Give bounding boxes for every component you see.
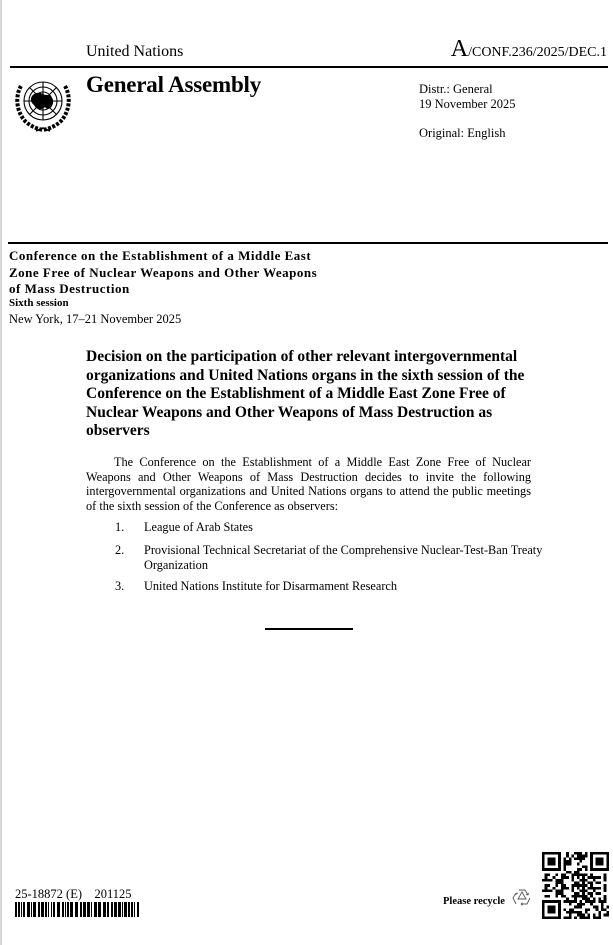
qr-module [563, 908, 566, 911]
qr-module [585, 916, 588, 919]
qr-module [545, 887, 548, 890]
qr-module [606, 911, 609, 914]
qr-module [588, 881, 591, 884]
qr-code-icon [542, 852, 609, 919]
qr-module [577, 876, 580, 879]
qr-module [593, 879, 596, 882]
qr-module [580, 895, 583, 898]
qr-module [577, 884, 580, 887]
qr-module [563, 873, 566, 876]
qr-module [566, 887, 569, 890]
qr-module [555, 892, 558, 895]
barcode-bar [124, 902, 127, 917]
qr-module [566, 863, 569, 866]
qr-module [577, 863, 580, 866]
qr-module [571, 900, 574, 903]
qr-module [542, 890, 545, 893]
barcode-bar [18, 902, 20, 917]
qr-module [571, 884, 574, 887]
symbol-rest: /CONF.236/2025/DEC.1 [468, 45, 607, 60]
list-text: United Nations Institute for Disarmament Research [144, 579, 398, 593]
barcode-bar [137, 902, 139, 917]
barcode-bar [98, 902, 101, 917]
qr-module [577, 873, 580, 876]
qr-module [561, 879, 564, 882]
barcode-bar [107, 902, 109, 917]
barcode-bar [45, 902, 47, 917]
distribution-block [419, 82, 516, 112]
end-rule [265, 628, 353, 630]
qr-module [561, 876, 564, 879]
list-text: Provisional Technical Secretariat of the Comprehensive Nuclear-Test-Ban Treaty Organization [144, 543, 543, 572]
qr-module [580, 900, 583, 903]
un-emblem-icon [12, 74, 74, 134]
qr-module [545, 879, 548, 882]
qr-module [547, 895, 550, 898]
qr-module [580, 855, 583, 858]
qr-module [588, 908, 591, 911]
qr-module [580, 868, 583, 871]
qr-module [569, 908, 572, 911]
qr-module [588, 914, 591, 917]
qr-module [577, 895, 580, 898]
qr-module [563, 876, 566, 879]
qr-module [590, 887, 593, 890]
qr-module [547, 890, 550, 893]
qr-module [555, 881, 558, 884]
qr-module [593, 906, 596, 909]
barcode-icon [15, 902, 139, 917]
barcode-bar [114, 902, 117, 917]
qr-module [561, 873, 564, 876]
qr-module [571, 855, 574, 858]
qr-module [604, 895, 607, 898]
qr-module [550, 890, 553, 893]
qr-module [566, 876, 569, 879]
qr-module [598, 911, 601, 914]
qr-module [601, 908, 604, 911]
qr-module [561, 890, 564, 893]
qr-module [563, 895, 566, 898]
qr-module [563, 916, 566, 919]
qr-module [585, 890, 588, 893]
qr-module [563, 857, 566, 860]
qr-module [569, 911, 572, 914]
qr-module [590, 892, 593, 895]
barcode-bar [65, 902, 66, 917]
barcode-bar [75, 902, 78, 917]
qr-module [582, 916, 585, 919]
qr-module [563, 860, 566, 863]
qr-module [585, 911, 588, 914]
qr-module [574, 852, 577, 855]
barcode-bar [87, 902, 90, 917]
qr-module [590, 873, 593, 876]
qr-module [582, 898, 585, 901]
barcode-bar [91, 902, 92, 917]
barcode-bar [33, 902, 36, 917]
conference-title-line: of Mass Destruction [9, 281, 130, 296]
qr-module [582, 873, 585, 876]
qr-module [601, 906, 604, 909]
barcode-bar [15, 902, 17, 917]
qr-module [574, 911, 577, 914]
qr-module [547, 879, 550, 882]
qr-module [542, 879, 545, 882]
qr-module [571, 895, 574, 898]
qr-module [574, 906, 577, 909]
barcode-bar [62, 902, 64, 917]
list-number: 3. [115, 579, 125, 593]
qr-module [545, 876, 548, 879]
qr-module [555, 873, 558, 876]
qr-module [585, 895, 588, 898]
qr-module [574, 898, 577, 901]
qr-module [558, 892, 561, 895]
qr-module [593, 900, 596, 903]
qr-module [601, 903, 604, 906]
qr-module [563, 865, 566, 868]
qr-module [598, 914, 601, 917]
qr-module [569, 914, 572, 917]
qr-module [596, 916, 599, 919]
qr-module [598, 916, 601, 919]
qr-module [596, 857, 604, 865]
barcode-bar [103, 902, 106, 917]
barcode-bar [134, 902, 135, 917]
qr-module [604, 879, 607, 882]
qr-module [574, 892, 577, 895]
qr-module [577, 852, 580, 855]
qr-module [566, 916, 569, 919]
barcode-bar [128, 902, 130, 917]
qr-module [547, 906, 555, 914]
qr-module [582, 884, 585, 887]
qr-module [582, 865, 585, 868]
qr-module [571, 890, 574, 893]
qr-module [604, 884, 607, 887]
qr-module [566, 898, 569, 901]
qr-module [585, 879, 588, 882]
qr-module [577, 887, 580, 890]
qr-module [588, 887, 591, 890]
qr-module [580, 903, 583, 906]
issue-date: 19 November 2025 [419, 97, 516, 111]
qr-module [566, 911, 569, 914]
qr-module [577, 911, 580, 914]
qr-module [582, 895, 585, 898]
qr-module [566, 855, 569, 858]
qr-module [582, 857, 585, 860]
qr-module [588, 892, 591, 895]
conference-title-line: Conference on the Establishment of a Middle East [9, 248, 312, 263]
qr-module [593, 876, 596, 879]
barcode-bar [31, 902, 32, 917]
qr-module [569, 871, 572, 874]
symbol-prefix: A [450, 36, 469, 62]
qr-module [588, 900, 591, 903]
qr-module [580, 906, 583, 909]
place-date: New York, 17–21 November 2025 [9, 312, 182, 326]
qr-module [606, 914, 609, 917]
qr-module [582, 903, 585, 906]
barcode-bar [27, 902, 30, 917]
qr-module [596, 906, 599, 909]
decision-title: Decision on the participation of other relevant intergovernmental organizations and United Nations organs in the sixth session of the Conference on the Establishment of a Middle East Zone Free of Nuclear Weapons and Other Weapons of Mass Destruction as observers [86, 348, 525, 439]
body-name: General Assembly [86, 72, 262, 97]
qr-module [588, 916, 591, 919]
qr-module [574, 857, 577, 860]
qr-module [545, 884, 548, 887]
qr-module [555, 895, 558, 898]
qr-module [585, 855, 588, 858]
qr-module [580, 884, 583, 887]
distribution: Distr.: General [419, 82, 493, 96]
qr-module [585, 908, 588, 911]
qr-module [580, 916, 583, 919]
barcode-bar [80, 902, 82, 917]
qr-module [571, 879, 574, 882]
qr-module [574, 895, 577, 898]
qr-module [590, 876, 593, 879]
qr-module [571, 887, 574, 890]
barcode-bar [57, 902, 60, 917]
barcode-bar [94, 902, 97, 917]
qr-module [566, 860, 569, 863]
qr-module [571, 876, 574, 879]
qr-module [580, 911, 583, 914]
barcode-bar [48, 902, 49, 917]
decision-body-text: The Conference on the Establishment of a Middle East Zone Free of Nuclear Weapons and Other Weapons of Mass Destruction decides to invite the following intergovernmental organizations and United Nations organs to attend the public meetings of the sixth session of the Conference as observers: [86, 455, 531, 514]
qr-module [577, 881, 580, 884]
recycle-label: Please recycle [443, 896, 505, 907]
qr-module [571, 911, 574, 914]
qr-module [580, 860, 583, 863]
qr-module [577, 868, 580, 871]
qr-module [545, 890, 548, 893]
qr-module [582, 881, 585, 884]
list-text: League of Arab States [144, 520, 253, 534]
qr-module [582, 887, 585, 890]
qr-module [574, 881, 577, 884]
qr-module [553, 887, 556, 890]
qr-module [585, 900, 588, 903]
qr-module [582, 890, 585, 893]
qr-module [596, 892, 599, 895]
qr-module [580, 879, 583, 882]
qr-module [598, 881, 601, 884]
qr-module [555, 884, 558, 887]
qr-module [604, 914, 607, 917]
qr-module [598, 887, 601, 890]
barcode-bar [131, 902, 133, 917]
qr-module [566, 871, 569, 874]
qr-module [569, 860, 572, 863]
barcode-bar [67, 902, 69, 917]
qr-module [547, 873, 550, 876]
qr-module [563, 884, 566, 887]
qr-module [580, 873, 583, 876]
qr-module [547, 884, 550, 887]
decision-body [86, 455, 531, 514]
qr-module [604, 900, 607, 903]
qr-module [577, 857, 580, 860]
qr-module [588, 898, 591, 901]
qr-module [590, 895, 593, 898]
list-number: 1. [115, 520, 125, 534]
qr-module [553, 876, 556, 879]
qr-module [604, 890, 607, 893]
qr-module [571, 908, 574, 911]
qr-module [571, 873, 574, 876]
qr-module [598, 876, 601, 879]
qr-module [580, 914, 583, 917]
qr-module [577, 903, 580, 906]
qr-module [593, 898, 596, 901]
qr-module [574, 884, 577, 887]
recycle-icon [510, 886, 534, 910]
qr-module [582, 879, 585, 882]
qr-module [563, 887, 566, 890]
qr-module [590, 900, 593, 903]
session-label: Sixth session [9, 297, 69, 309]
qr-module [566, 900, 569, 903]
list-number: 2. [115, 543, 125, 557]
qr-module [585, 868, 588, 871]
qr-module [593, 887, 596, 890]
barcode-bar [122, 902, 123, 917]
qr-module [585, 898, 588, 901]
qr-module [590, 881, 593, 884]
qr-module [596, 887, 599, 890]
qr-module [601, 900, 604, 903]
qr-module [580, 857, 583, 860]
organization-name: United Nations [86, 43, 184, 60]
qr-module [561, 892, 564, 895]
qr-module [547, 857, 555, 865]
qr-module [569, 857, 572, 860]
qr-module [561, 887, 564, 890]
qr-module [561, 884, 564, 887]
qr-module [563, 900, 566, 903]
qr-module [558, 879, 561, 882]
qr-module [590, 903, 593, 906]
qr-module [580, 890, 583, 893]
barcode-bar [53, 902, 55, 917]
qr-module [598, 900, 601, 903]
qr-module [577, 914, 580, 917]
qr-module [604, 887, 607, 890]
qr-module [585, 884, 588, 887]
qr-module [545, 873, 548, 876]
qr-module [585, 873, 588, 876]
qr-module [561, 895, 564, 898]
qr-module [577, 855, 580, 858]
header-rule [10, 66, 608, 68]
job-number: 25-18872 (E) 201125 [15, 887, 132, 901]
document-symbol [451, 36, 607, 63]
qr-module [574, 873, 577, 876]
qr-module [577, 871, 580, 874]
qr-module [593, 890, 596, 893]
qr-module [563, 863, 566, 866]
qr-module [561, 881, 564, 884]
barcode-bar [51, 902, 52, 917]
qr-module [582, 914, 585, 917]
barcode-bar [83, 902, 86, 917]
qr-module [569, 903, 572, 906]
qr-module [582, 855, 585, 858]
qr-module [582, 892, 585, 895]
qr-module [555, 890, 558, 893]
qr-module [574, 900, 577, 903]
qr-module [550, 879, 553, 882]
barcode-bar [118, 902, 121, 917]
section-rule [8, 242, 608, 244]
qr-module [596, 876, 599, 879]
conference-title-line: Zone Free of Nuclear Weapons and Other Weapons [9, 264, 318, 280]
qr-module [574, 916, 577, 919]
barcode-bar [38, 902, 40, 917]
qr-module [604, 898, 607, 901]
qr-module [606, 906, 609, 909]
qr-module [569, 916, 572, 919]
qr-module [569, 863, 572, 866]
qr-module [590, 884, 593, 887]
qr-module [582, 876, 585, 879]
qr-module [555, 879, 558, 882]
qr-module [563, 868, 566, 871]
qr-module [558, 890, 561, 893]
qr-module [574, 871, 577, 874]
qr-module [593, 914, 596, 917]
qr-module [585, 852, 588, 855]
qr-module [577, 906, 580, 909]
barcode-bar [111, 902, 113, 917]
qr-module [588, 876, 591, 879]
qr-module [585, 865, 588, 868]
qr-module [598, 898, 601, 901]
qr-module [566, 852, 569, 855]
qr-module [593, 916, 596, 919]
barcode-bar [70, 902, 73, 917]
qr-module [580, 852, 583, 855]
page-edge [0, 0, 2, 945]
qr-module [596, 881, 599, 884]
qr-module [558, 881, 561, 884]
qr-module [604, 876, 607, 879]
qr-module [569, 900, 572, 903]
barcode-bar [23, 902, 25, 917]
qr-module [577, 892, 580, 895]
qr-module [598, 892, 601, 895]
barcode-bar [41, 902, 44, 917]
original-language: Original: English [419, 126, 506, 140]
qr-module [545, 895, 548, 898]
qr-module [596, 908, 599, 911]
barcode-bar [21, 902, 22, 917]
qr-module [604, 908, 607, 911]
qr-module [604, 873, 607, 876]
conference-title [9, 248, 317, 298]
